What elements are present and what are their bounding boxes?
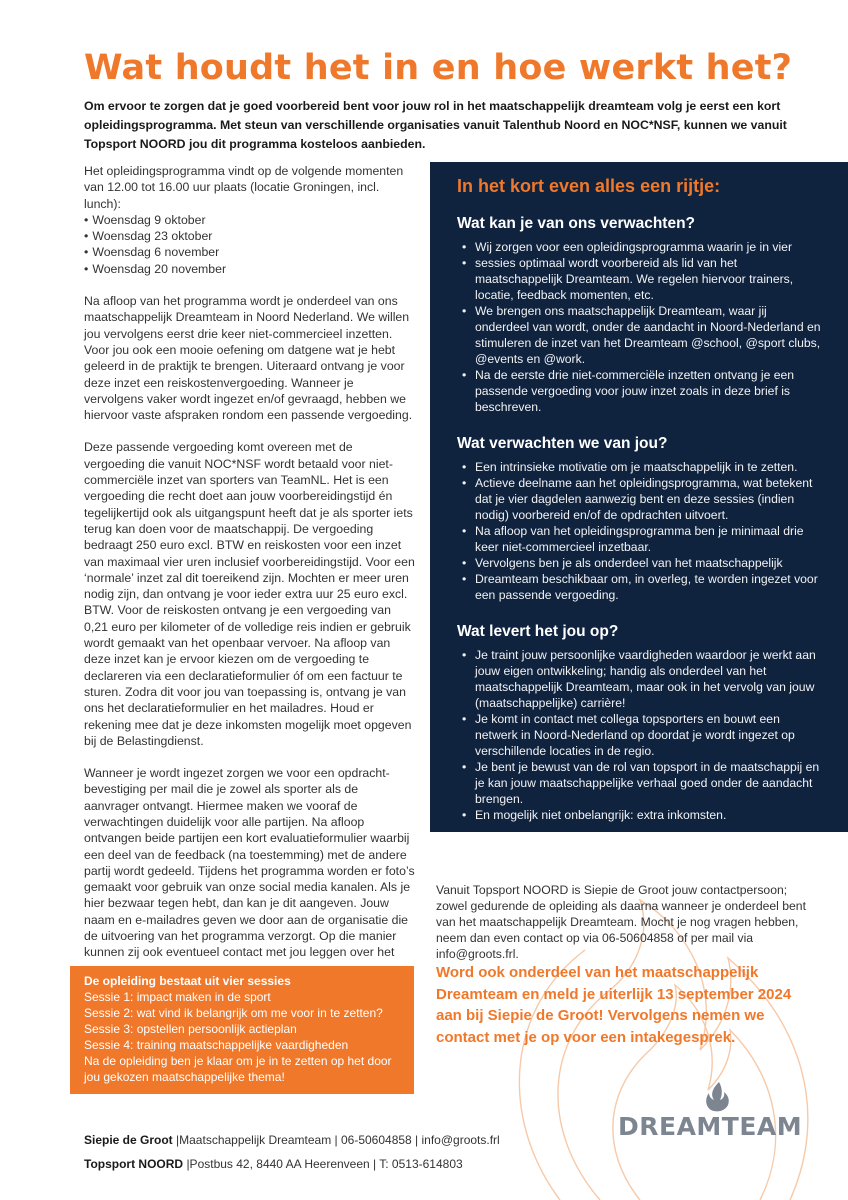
section-heading-benefits: Wat levert het jou op?	[457, 623, 619, 640]
section-heading-expect-from-us: Wat kan je van ons verwachten?	[457, 215, 696, 232]
list-item: • sessies optimaal wordt voorbereid als lid van het maatschappelijk Dreamteam. We regelen hiervoor trainers, locatie, feedback momenten, etc.	[457, 255, 822, 303]
section-heading-expect-from-you: Wat verwachten we van jou?	[457, 435, 668, 452]
dreamteam-logo-text: DREAMTEAM	[618, 1112, 803, 1141]
list-item: • Je bent je bewust van de rol van topsport in de maatschappij en je kan jouw maatschappelijke verhaal goed onder de aandacht brengen.	[457, 759, 822, 807]
list-item: • Een intrinsieke motivatie om je maatschappelijk in te zetten.	[457, 459, 822, 475]
date-item: • Woensdag 9 oktober	[84, 212, 416, 228]
sessions-box	[70, 966, 414, 1094]
list-item: • We brengen ons maatschappelijk Dreamteam, waar jij onderdeel van wordt, onder de aandacht in Noord-Nederland en stimuleren de inzet van het Dreamteam @school, @sport clubs, @events en @work.	[457, 303, 822, 367]
list-item: • Na de eerste drie niet-commerciële inzetten ontvang je een passende vergoeding voor jouw inzet zoals in deze brief is beschreven.	[457, 367, 822, 415]
list-item: • Vervolgens ben je als onderdeel van het maatschappelijk	[457, 555, 822, 571]
date-item: • Woensdag 23 oktober	[84, 228, 416, 244]
expect-from-us-list	[457, 239, 822, 415]
session-item: Sessie 2: wat vind ik belangrijk om me voor in te zetten?	[84, 1006, 383, 1020]
intro-paragraph: Om ervoor te zorgen dat je goed voorbereid bent voor jouw rol in het maatschappelijk dreamteam volg je eerst een kort opleidingsprogramma. Met steun van verschillende organisaties vanuit Talenthub Noord en NOC*NSF, kunnen we vanuit Topsport NOORD jou dit programma kosteloos aanbieden.	[84, 99, 787, 151]
summary-title: In het kort even alles een rijtje:	[457, 176, 721, 196]
session-item: Sessie 4: training maatschappelijke vaardigheden	[84, 1038, 349, 1052]
footer-org: Topsport NOORD	[84, 1157, 184, 1171]
page-title: Wat houdt het in en hoe werkt het?	[84, 48, 793, 88]
footer-details: |Maatschappelijk Dreamteam | 06-50604858 | info@groots.frl	[172, 1133, 500, 1147]
session-item: Sessie 1: impact maken in de sport	[84, 990, 271, 1004]
call-to-action: Word ook onderdeel van het maatschappelijk Dreamteam en meld je uiterlijk 13 september 2024 aan bij Siepie de Groot! Vervolgens nemen we contact met je op voor een intakegesprek.	[436, 964, 792, 1046]
list-item: • Dreamteam beschikbaar om, in overleg, te worden ingezet voor een passende vergoeding.	[457, 571, 822, 603]
schedule-block	[84, 163, 416, 277]
summary-box	[430, 162, 848, 832]
date-item: • Woensdag 6 november	[84, 244, 416, 260]
sessions-closing: Na de opleiding ben je klaar om je in te zetten op het door jou gekozen maatschappelijke thema!	[84, 1054, 392, 1084]
session-item: Sessie 3: opstellen persoonlijk actieplan	[84, 1022, 297, 1036]
benefits-list	[457, 647, 822, 823]
confirmation-paragraph: Wanneer je wordt ingezet zorgen we voor een opdracht-bevestiging per mail die je zowel als sporter als de aanvrager ontvangt. Hiermee maken we vooraf de verwachtingen duidelijk voor alle partijen. Na afloop ontvangen beide partijen een kort evaluatieformulier waarbij een deel van de feedback (na toestemming) met de andere partij wordt gedeeld. Tijdens het programma worden er foto’s gemaakt voor gebruik van onze social media kanalen. Als je hier bezwaar tegen hebt, dan kan je dit aangeven. Jouw naam en e-mailadres geven we door aan de organisatie die de uitvoering van het programma verzorgt. Op die manier kunnen zij ook eventueel contact met jou leggen over het	[84, 766, 415, 960]
schedule-intro: Het opleidingsprogramma vindt op de volgende momenten van 12.00 tot 16.00 uur plaats (locatie Groningen, incl. lunch):	[84, 164, 404, 211]
compensation-paragraph: Deze passende vergoeding komt overeen met de vergoeding die vanuit NOC*NSF wordt betaald voor niet-commerciële inzet van sporters van TeamNL. Het is een vergoeding die recht doet aan jouw voorbereidingstijd én tegelijkertijd ook als uitgangspunt heeft dat je als sporter iets terug kan doen voor de maatschappij. De vergoeding bedraagt 250 euro excl. BTW en reiskosten voor een inzet van maximaal vier uren inclusief voorbereidingstijd. Voor een ‘normale’ inzet zal dit toereikend zijn. Mochten er meer uren nodig zijn, dan ontvang je voor ieder extra uur 25 euro excl. BTW. Voor de reiskosten ontvang je een vergoeding van 0,21 euro per kilometer of de volledige reis indien er gebruik wordt gemaakt van het openbaar vervoer. Na afloop van deze inzet kan je ervoor kiezen om de vergoeding te declareren via een declaratieformulier óf om een factuur te sturen. Zodra dit voor jou van toepassing is, ontvang je van ons het declaratieformulier en het mailadres. Houd er rekening mee dat je deze inkomsten mogelijk moet opgeven bij de Belastingdienst.	[84, 440, 415, 748]
footer-name: Siepie de Groot	[84, 1133, 173, 1147]
date-list	[84, 212, 416, 277]
dreamteam-paragraph: Na afloop van het programma wordt je onderdeel van ons maatschappelijk Dreamteam in Noord Nederland. We willen jou vervolgens eerst drie keer niet-commercieel inzetten. Voor jou ook een mooie oefening om datgene wat je hebt geleerd in de praktijk te brengen. Uiteraard ontvang je voor deze inzet een reiskostenvergoeding. Wanneer je vervolgens vaker wordt ingezet en/of gevraagd, hebben we hiervoor vaste afspraken rondom een passende vergoeding.	[84, 294, 413, 423]
list-item: • En mogelijk niet onbelangrijk: extra inkomsten.	[457, 807, 822, 823]
contact-paragraph: Vanuit Topsport NOORD is Siepie de Groot jouw contactpersoon; zowel gedurende de opleiding als daarna wanneer je onderdeel bent van het maatschappelijk Dreamteam. Mocht je nog vragen hebben, neem dan even contact op via 06-50604858 of per mail via info@groots.frl.	[436, 883, 806, 961]
footer-address: |Postbus 42, 8440 AA Heerenveen | T: 0513-614803	[183, 1157, 463, 1171]
list-item: • Na afloop van het opleidingsprogramma ben je minimaal drie keer niet-commercieel inzetbaar.	[457, 523, 822, 555]
footer-contact-line	[84, 1133, 500, 1147]
date-item: • Woensdag 20 november	[84, 261, 416, 277]
list-item: • Wij zorgen voor een opleidingsprogramma waarin je in vier	[457, 239, 822, 255]
left-column	[84, 163, 416, 993]
sessions-title: De opleiding bestaat uit vier sessies	[84, 974, 291, 988]
expect-from-you-list	[457, 459, 822, 603]
list-item: • Je traint jouw persoonlijke vaardigheden waardoor je werkt aan jouw eigen ontwikkeling; handig als onderdeel van het maatschappelijk Dreamteam, maar ook in het vervolg van jouw (maatschappelijke) carrière!	[457, 647, 822, 711]
list-item: • Je komt in contact met collega topsporters en bouwt een netwerk in Noord-Nederland op doordat je wordt ingezet op verschillende locaties in de regio.	[457, 711, 822, 759]
list-item: • Actieve deelname aan het opleidingsprogramma, wat betekent dat je vier dagdelen aanwezig bent en deze sessies (indien nodig) voorbereid en/of de opdrachten uitvoert.	[457, 475, 822, 523]
footer-address-line	[84, 1157, 463, 1171]
